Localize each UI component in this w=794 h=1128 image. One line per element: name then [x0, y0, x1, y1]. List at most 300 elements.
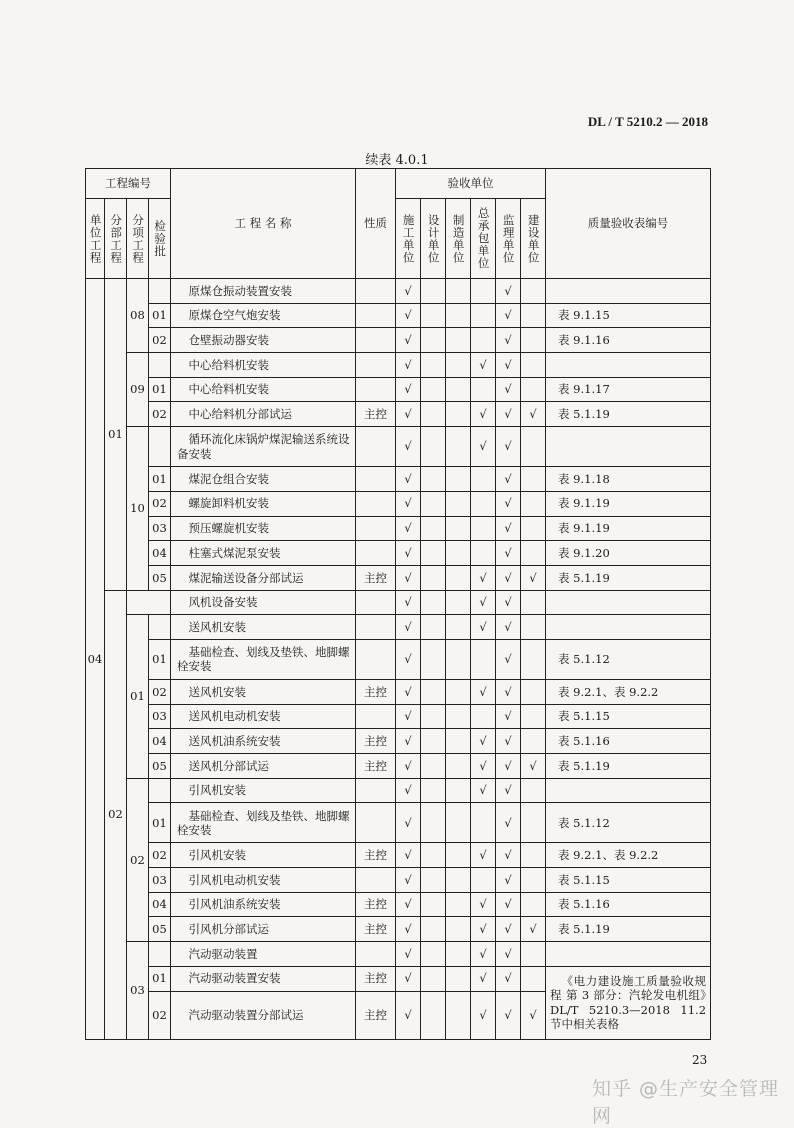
check-cell [471, 491, 496, 516]
check-cell [446, 427, 471, 467]
check-cell [521, 843, 546, 868]
check-mark: √ [396, 541, 421, 566]
nature [356, 590, 396, 615]
nature [356, 328, 396, 353]
check-cell [521, 303, 546, 328]
nature [356, 491, 396, 516]
check-cell [471, 377, 496, 402]
project-name: 煤泥输送设备分部试运 [171, 565, 356, 590]
project-name: 原煤仓空气炮安装 [171, 303, 356, 328]
nature [356, 427, 396, 467]
check-mark: √ [396, 803, 421, 843]
check-cell [421, 303, 446, 328]
check-cell [446, 279, 471, 304]
check-mark: √ [496, 541, 521, 566]
inspection-lot-code: 03 [149, 516, 171, 541]
inspection-lot-code: 04 [149, 541, 171, 566]
project-name: 送风机油系统安装 [171, 729, 356, 754]
subitem-lot-blank [127, 590, 171, 615]
check-mark: √ [471, 754, 496, 779]
table-row [86, 467, 711, 492]
check-cell [446, 541, 471, 566]
quality-form-number [546, 942, 711, 967]
check-mark: √ [496, 279, 521, 304]
quality-form-number: 表 9.1.16 [546, 328, 711, 353]
standard-code: DL / T 5210.2 — 2018 [587, 114, 708, 129]
check-mark: √ [496, 590, 521, 615]
check-cell [471, 516, 496, 541]
nature: 主控 [356, 402, 396, 427]
table-row [86, 803, 711, 843]
check-mark: √ [496, 353, 521, 378]
quality-form-number [546, 590, 711, 615]
check-cell [421, 402, 446, 427]
check-mark: √ [496, 754, 521, 779]
check-cell [521, 377, 546, 402]
table-row [86, 491, 711, 516]
table-row [86, 917, 711, 942]
nature: 主控 [356, 565, 396, 590]
table-row [86, 377, 711, 402]
project-name: 送风机电动机安装 [171, 704, 356, 729]
project-name: 预压螺旋机安装 [171, 516, 356, 541]
quality-form-number [546, 427, 711, 467]
check-cell [521, 353, 546, 378]
header-quality-form: 质量验收表编号 [546, 169, 711, 279]
check-cell [521, 966, 546, 991]
check-mark: √ [496, 427, 521, 467]
check-cell [446, 917, 471, 942]
check-cell [421, 803, 446, 843]
header-project-code: 工程编号 [86, 169, 171, 199]
nature: 主控 [356, 892, 396, 917]
table-row [86, 639, 711, 679]
header-unit-owner: 建设单位 [521, 199, 546, 279]
check-cell [446, 328, 471, 353]
nature [356, 778, 396, 803]
project-name: 风机设备安装 [171, 590, 356, 615]
check-cell [521, 803, 546, 843]
check-mark: √ [496, 328, 521, 353]
check-cell [446, 639, 471, 679]
check-cell [421, 991, 446, 1039]
nature [356, 639, 396, 679]
project-name: 中心给料机安装 [171, 377, 356, 402]
inspection-lot-code [149, 353, 171, 378]
check-mark: √ [471, 966, 496, 991]
table-row [86, 615, 711, 640]
check-cell [521, 541, 546, 566]
check-mark: √ [521, 917, 546, 942]
header-inspection-lot: 检验批 [149, 199, 171, 279]
check-mark: √ [396, 303, 421, 328]
check-cell [421, 754, 446, 779]
inspection-lot-code: 03 [149, 868, 171, 893]
inspection-lot-code: 02 [149, 679, 171, 704]
quality-form-number: 表 5.1.15 [546, 704, 711, 729]
check-mark: √ [396, 868, 421, 893]
subitem-code: 02 [127, 778, 149, 941]
table-row [86, 704, 711, 729]
header-unit-manufacture: 制造单位 [446, 199, 471, 279]
inspection-lot-code [149, 615, 171, 640]
project-name: 汽动驱动装置 [171, 942, 356, 967]
project-name: 汽动驱动装置安装 [171, 966, 356, 991]
quality-form-number: 表 5.1.12 [546, 803, 711, 843]
check-cell [421, 778, 446, 803]
project-name: 送风机分部试运 [171, 754, 356, 779]
table-caption: 续表 4.0.1 [365, 153, 429, 168]
check-cell [471, 803, 496, 843]
project-name: 基础检查、划线及垫铁、地脚螺栓安装 [171, 639, 356, 679]
check-mark: √ [471, 843, 496, 868]
project-name: 煤泥仓组合安装 [171, 467, 356, 492]
check-cell [446, 491, 471, 516]
check-mark: √ [496, 942, 521, 967]
table-row [86, 942, 711, 967]
header-unit-general-contractor: 总承包单位 [471, 199, 496, 279]
check-mark: √ [396, 729, 421, 754]
quality-form-number: 表 5.1.19 [546, 754, 711, 779]
check-mark: √ [471, 353, 496, 378]
table-row [86, 328, 711, 353]
check-mark: √ [396, 704, 421, 729]
check-mark: √ [521, 754, 546, 779]
project-name: 柱塞式煤泥泵安装 [171, 541, 356, 566]
check-mark: √ [496, 679, 521, 704]
table-row [86, 402, 711, 427]
table-row [86, 565, 711, 590]
check-cell [521, 516, 546, 541]
check-cell [521, 615, 546, 640]
inspection-lot-code: 05 [149, 754, 171, 779]
header-subitem-project: 分项工程 [127, 199, 149, 279]
check-mark: √ [471, 942, 496, 967]
check-cell [446, 803, 471, 843]
quality-form-number [546, 353, 711, 378]
division-code: 01 [105, 279, 127, 591]
check-mark: √ [396, 516, 421, 541]
check-cell [521, 467, 546, 492]
check-mark: √ [396, 427, 421, 467]
project-name: 引风机油系统安装 [171, 892, 356, 917]
check-mark: √ [471, 729, 496, 754]
check-cell [521, 892, 546, 917]
inspection-lot-code: 01 [149, 639, 171, 679]
project-name: 仓壁振动器安装 [171, 328, 356, 353]
nature: 主控 [356, 966, 396, 991]
check-cell [471, 868, 496, 893]
header-project-name: 工 程 名 称 [171, 169, 356, 279]
check-mark: √ [496, 303, 521, 328]
check-mark: √ [471, 590, 496, 615]
quality-form-number: 表 9.1.20 [546, 541, 711, 566]
nature: 主控 [356, 679, 396, 704]
inspection-lot-code: 03 [149, 704, 171, 729]
check-mark: √ [496, 843, 521, 868]
check-cell [471, 328, 496, 353]
quality-form-number [546, 778, 711, 803]
inspection-lot-code: 02 [149, 491, 171, 516]
quality-form-number: 表 5.1.16 [546, 892, 711, 917]
check-cell [521, 868, 546, 893]
inspection-lot-code: 02 [149, 328, 171, 353]
check-cell [446, 966, 471, 991]
check-mark: √ [496, 917, 521, 942]
acceptance-table [85, 168, 711, 1040]
check-cell [446, 615, 471, 640]
check-mark: √ [396, 778, 421, 803]
check-mark: √ [396, 991, 421, 1039]
header-unit-project: 单位工程 [86, 199, 105, 279]
inspection-lot-code [149, 279, 171, 304]
check-cell [521, 328, 546, 353]
nature [356, 615, 396, 640]
check-mark: √ [396, 615, 421, 640]
check-mark: √ [496, 803, 521, 843]
check-mark: √ [471, 615, 496, 640]
check-cell [521, 590, 546, 615]
check-mark: √ [396, 679, 421, 704]
check-mark: √ [396, 590, 421, 615]
check-cell [421, 868, 446, 893]
header-nature: 性质 [356, 169, 396, 279]
quality-form-number: 表 5.1.19 [546, 402, 711, 427]
check-mark: √ [471, 991, 496, 1039]
check-cell [446, 402, 471, 427]
check-mark: √ [496, 467, 521, 492]
check-cell [421, 353, 446, 378]
inspection-lot-code: 01 [149, 377, 171, 402]
subitem-code: 10 [127, 427, 149, 590]
check-mark: √ [521, 565, 546, 590]
check-cell [421, 679, 446, 704]
inspection-lot-code: 02 [149, 991, 171, 1039]
check-cell [521, 778, 546, 803]
check-mark: √ [396, 942, 421, 967]
quality-form-number: 表 9.2.1、表 9.2.2 [546, 843, 711, 868]
quality-form-number: 表 9.1.18 [546, 467, 711, 492]
check-cell [421, 377, 446, 402]
unit-project-code: 04 [86, 279, 105, 1040]
check-cell [421, 892, 446, 917]
table-row [86, 427, 711, 467]
check-mark: √ [396, 328, 421, 353]
check-cell [446, 704, 471, 729]
project-name: 送风机安装 [171, 679, 356, 704]
table-row [86, 679, 711, 704]
quality-form-number: 表 9.1.17 [546, 377, 711, 402]
project-name: 原煤仓振动装置安装 [171, 279, 356, 304]
check-cell [421, 729, 446, 754]
check-mark: √ [396, 402, 421, 427]
check-cell [446, 868, 471, 893]
inspection-lot-code: 02 [149, 843, 171, 868]
check-cell [446, 778, 471, 803]
check-cell [521, 491, 546, 516]
table-row [86, 754, 711, 779]
check-mark: √ [496, 778, 521, 803]
table-row [86, 966, 711, 991]
check-mark: √ [496, 516, 521, 541]
check-cell [446, 729, 471, 754]
table-row [86, 303, 711, 328]
check-mark: √ [471, 565, 496, 590]
subitem-code: 03 [127, 942, 149, 1039]
check-mark: √ [496, 892, 521, 917]
nature [356, 803, 396, 843]
subitem-code: 08 [127, 279, 149, 353]
check-mark: √ [496, 639, 521, 679]
quality-form-number: 表 5.1.19 [546, 565, 711, 590]
check-cell [521, 679, 546, 704]
check-cell [446, 942, 471, 967]
check-cell [521, 639, 546, 679]
nature [356, 303, 396, 328]
nature [356, 279, 396, 304]
check-mark: √ [471, 402, 496, 427]
check-mark: √ [496, 991, 521, 1039]
check-mark: √ [521, 402, 546, 427]
quality-form-number [546, 615, 711, 640]
check-mark: √ [396, 966, 421, 991]
inspection-lot-code: 04 [149, 729, 171, 754]
header-unit-supervision: 监理单位 [496, 199, 521, 279]
check-mark: √ [471, 892, 496, 917]
check-cell [446, 467, 471, 492]
inspection-lot-code: 01 [149, 467, 171, 492]
check-mark: √ [496, 565, 521, 590]
check-mark: √ [496, 729, 521, 754]
check-cell [446, 516, 471, 541]
project-name: 中心给料机安装 [171, 353, 356, 378]
table-row [86, 778, 711, 803]
table-row [86, 590, 711, 615]
check-cell [421, 467, 446, 492]
check-cell [471, 303, 496, 328]
check-cell [421, 427, 446, 467]
nature [356, 868, 396, 893]
check-mark: √ [496, 377, 521, 402]
table-row [86, 729, 711, 754]
check-cell [471, 639, 496, 679]
division-code: 02 [105, 590, 127, 1039]
check-mark: √ [396, 467, 421, 492]
project-name: 循环流化床锅炉煤泥输送系统设备安装 [171, 427, 356, 467]
nature [356, 516, 396, 541]
check-cell [421, 917, 446, 942]
check-cell [421, 565, 446, 590]
check-mark: √ [496, 966, 521, 991]
inspection-lot-code: 01 [149, 303, 171, 328]
inspection-lot-code [149, 778, 171, 803]
header-division-project: 分部工程 [105, 199, 127, 279]
table-row [86, 868, 711, 893]
nature: 主控 [356, 917, 396, 942]
nature [356, 942, 396, 967]
quality-form-number: 表 5.1.15 [546, 868, 711, 893]
project-name: 汽动驱动装置分部试运 [171, 991, 356, 1039]
project-name: 引风机安装 [171, 778, 356, 803]
check-mark: √ [396, 491, 421, 516]
quality-form-number: 《电力建设施工质量验收规程 第 3 部分：汽轮发电机组》DL/T 5210.3—2018 11.2 节中相关表格 [546, 966, 711, 1039]
check-cell [421, 704, 446, 729]
project-name: 中心给料机分部试运 [171, 402, 356, 427]
check-mark: √ [396, 353, 421, 378]
check-cell [446, 590, 471, 615]
check-mark: √ [496, 615, 521, 640]
inspection-lot-code: 02 [149, 402, 171, 427]
check-cell [471, 279, 496, 304]
table-body [86, 279, 711, 1040]
quality-form-number: 表 5.1.19 [546, 917, 711, 942]
check-cell [421, 279, 446, 304]
check-cell [446, 565, 471, 590]
inspection-lot-code: 05 [149, 917, 171, 942]
watermark: 知乎 @生产安全管理网 [592, 1078, 780, 1127]
nature: 主控 [356, 843, 396, 868]
check-mark: √ [496, 704, 521, 729]
check-cell [421, 942, 446, 967]
check-mark: √ [471, 679, 496, 704]
check-mark: √ [496, 491, 521, 516]
check-cell [521, 279, 546, 304]
check-mark: √ [396, 279, 421, 304]
check-cell [471, 704, 496, 729]
quality-form-number: 表 9.1.15 [546, 303, 711, 328]
nature: 主控 [356, 754, 396, 779]
check-mark: √ [496, 868, 521, 893]
project-name: 引风机安装 [171, 843, 356, 868]
check-cell [421, 516, 446, 541]
page-number: 23 [692, 1053, 708, 1067]
quality-form-number: 表 9.1.19 [546, 491, 711, 516]
check-cell [421, 639, 446, 679]
check-mark: √ [396, 565, 421, 590]
header-acceptance-units: 验收单位 [396, 169, 546, 199]
quality-form-number: 表 9.2.1、表 9.2.2 [546, 679, 711, 704]
inspection-lot-code [149, 427, 171, 467]
check-mark: √ [471, 917, 496, 942]
check-mark: √ [396, 639, 421, 679]
check-cell [421, 966, 446, 991]
inspection-lot-code: 01 [149, 803, 171, 843]
check-cell [446, 754, 471, 779]
check-mark: √ [396, 754, 421, 779]
nature [356, 704, 396, 729]
check-cell [446, 303, 471, 328]
subitem-code: 01 [127, 615, 149, 778]
table-row [86, 516, 711, 541]
table-row [86, 541, 711, 566]
quality-form-number: 表 5.1.12 [546, 639, 711, 679]
check-mark: √ [471, 427, 496, 467]
check-cell [446, 679, 471, 704]
header-unit-design: 设计单位 [421, 199, 446, 279]
nature [356, 353, 396, 378]
nature: 主控 [356, 991, 396, 1039]
check-cell [471, 467, 496, 492]
check-cell [471, 541, 496, 566]
inspection-lot-code: 04 [149, 892, 171, 917]
check-mark: √ [396, 892, 421, 917]
header-unit-construction: 施工单位 [396, 199, 421, 279]
quality-form-number: 表 5.1.16 [546, 729, 711, 754]
nature [356, 541, 396, 566]
inspection-lot-code: 05 [149, 565, 171, 590]
inspection-lot-code: 01 [149, 966, 171, 991]
check-cell [446, 377, 471, 402]
